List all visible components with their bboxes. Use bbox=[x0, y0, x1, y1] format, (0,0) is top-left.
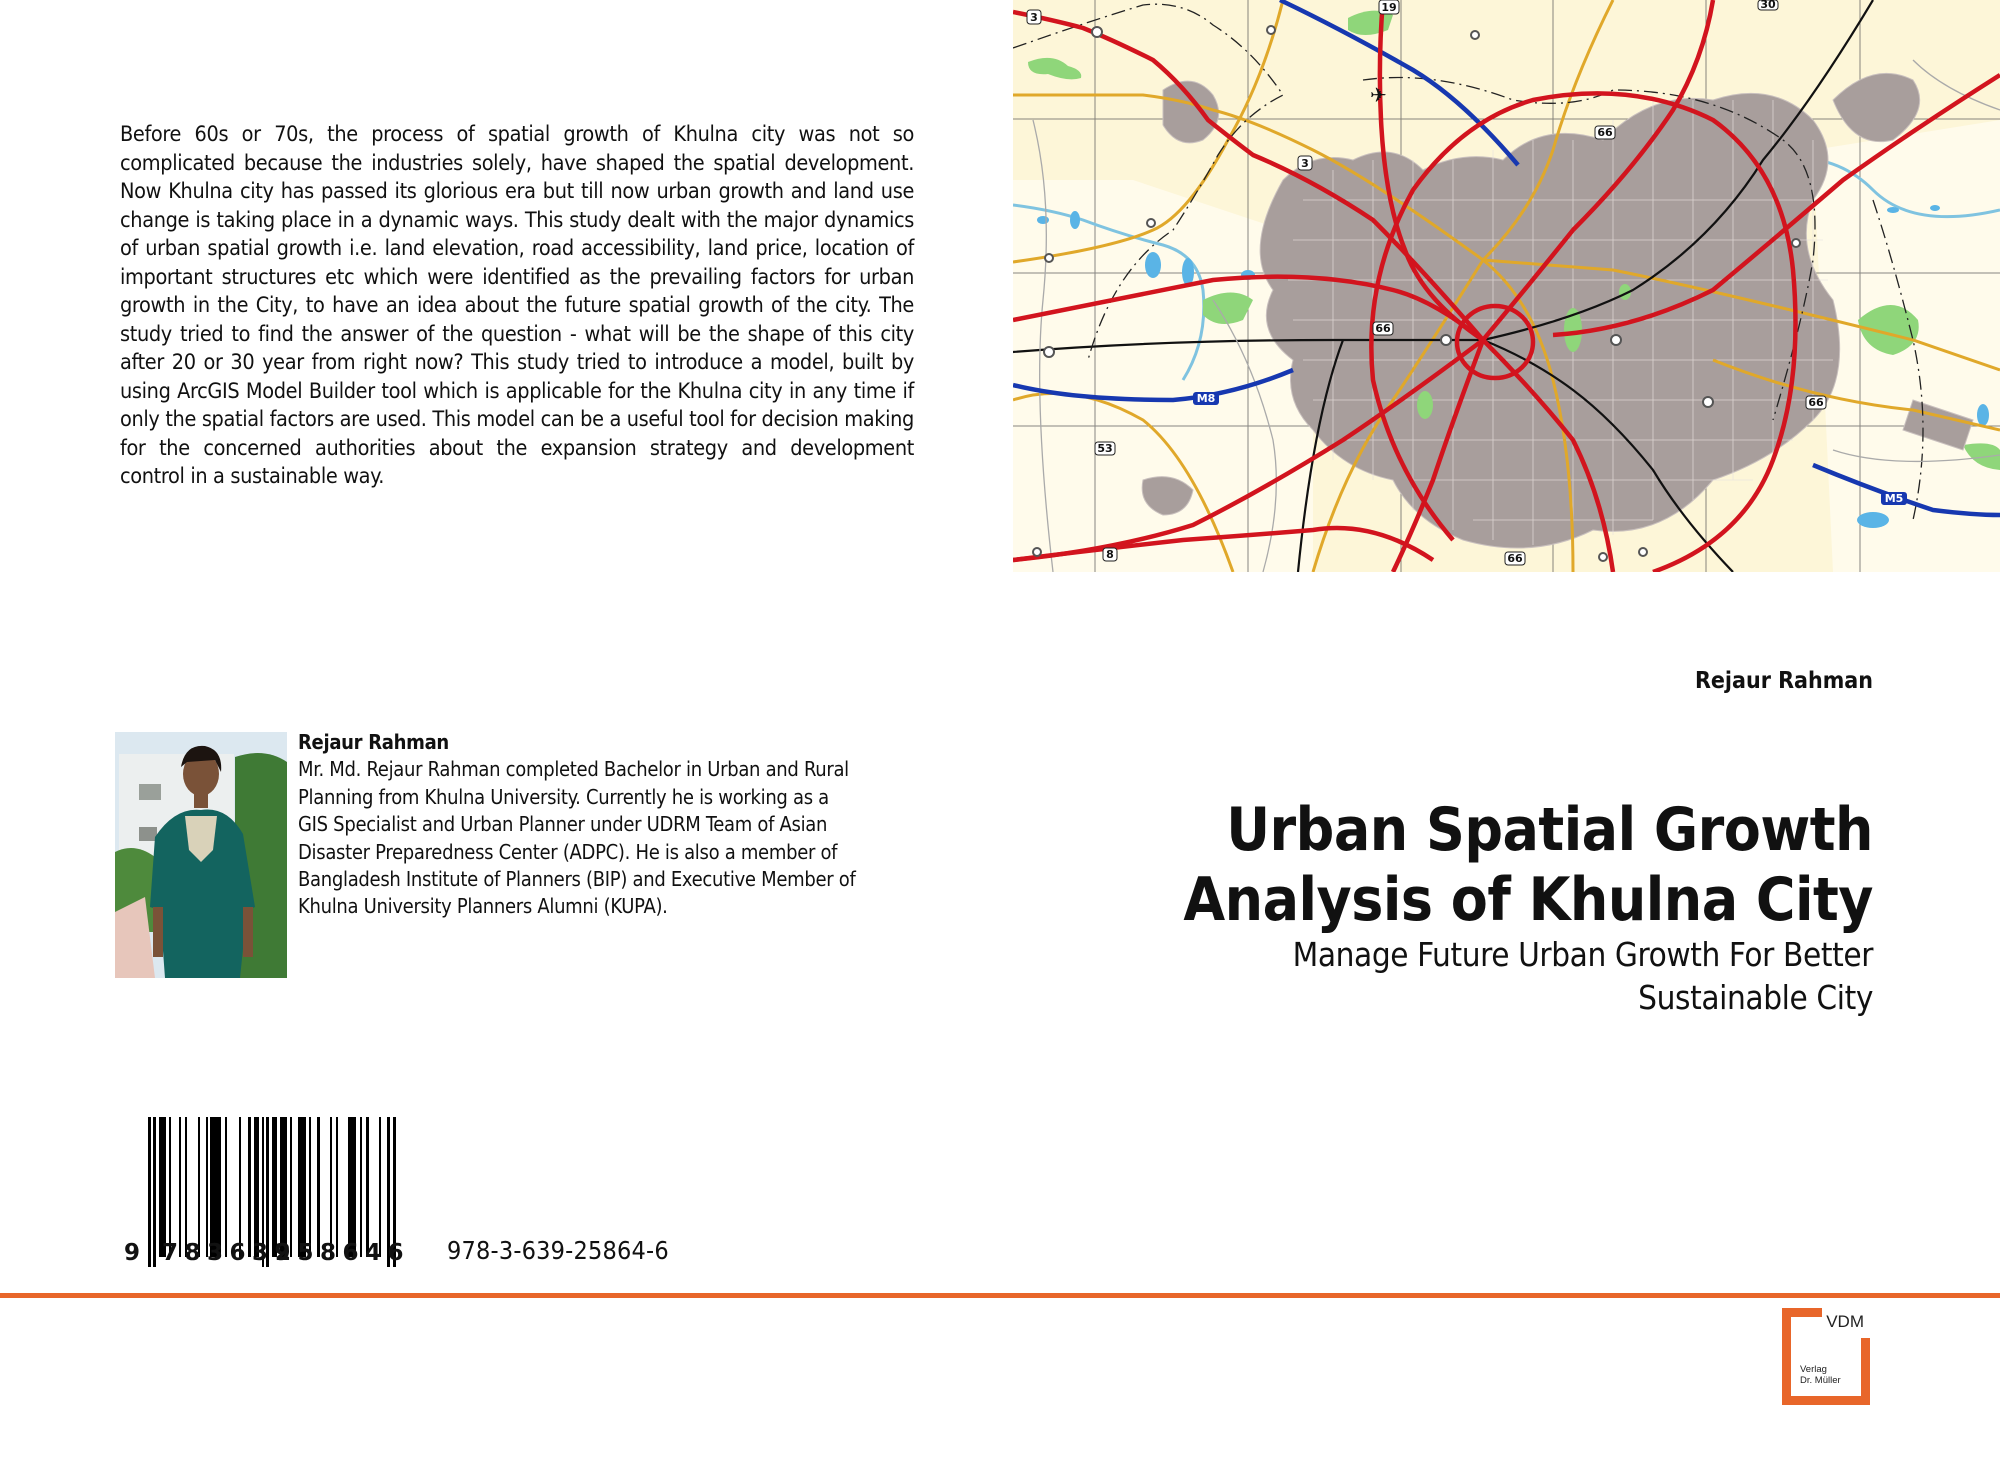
author-bio-name: Rejaur Rahman bbox=[298, 730, 449, 754]
route-shield-66b bbox=[1373, 322, 1393, 335]
author-photo bbox=[115, 732, 287, 978]
author-bio bbox=[298, 729, 858, 921]
city-road-map-image bbox=[1013, 0, 2000, 572]
svg-text:8: 8 bbox=[1106, 548, 1114, 561]
route-shield-8 bbox=[1103, 548, 1117, 561]
publisher-logo-text: VDM bbox=[1826, 1312, 1864, 1331]
book-title bbox=[1113, 795, 1873, 935]
barcode-digit-prefix: 9 bbox=[124, 1240, 141, 1266]
svg-text:30: 30 bbox=[1760, 0, 1776, 11]
publisher-name bbox=[1800, 1364, 1841, 1386]
book-title-line1: Urban Spatial Growth bbox=[1226, 795, 1873, 865]
book-subtitle-line2: Sustainable City bbox=[1638, 978, 1873, 1017]
book-subtitle bbox=[1113, 933, 1873, 1019]
route-shield-66d bbox=[1505, 552, 1525, 565]
svg-text:66: 66 bbox=[1808, 396, 1824, 409]
author-bio-text: Mr. Md. Rejaur Rahman completed Bachelor in Urban and Rural Planning from Khulna University. Currently he is working as a GIS Specialist and Urban Planner under UDRM Team of Asian Disaster Preparedness Center (ADPC). He is also a member of Bangladesh Institute of Planners (BIP) and Executive Member of Khulna University Planners Alumni (KUPA). bbox=[298, 757, 856, 919]
svg-text:66: 66 bbox=[1507, 552, 1523, 565]
route-shield-30 bbox=[1758, 0, 1778, 11]
airport-icon: ✈ bbox=[1370, 83, 1387, 107]
route-shield-m8 bbox=[1193, 392, 1219, 405]
publisher-logo bbox=[1782, 1308, 1870, 1405]
publisher-name-line1: Verlag bbox=[1800, 1364, 1827, 1375]
book-title-line2: Analysis of Khulna City bbox=[1183, 865, 1873, 935]
svg-text:53: 53 bbox=[1097, 442, 1113, 455]
route-shield-66c bbox=[1806, 396, 1826, 409]
svg-text:M8: M8 bbox=[1196, 392, 1216, 405]
barcode-digits-group1: 783639 bbox=[162, 1240, 298, 1266]
route-shield-3a bbox=[1027, 10, 1041, 24]
svg-text:19: 19 bbox=[1381, 1, 1397, 14]
publisher-name-line2: Dr. Müller bbox=[1800, 1375, 1841, 1386]
route-shield-19 bbox=[1379, 0, 1399, 14]
route-shield-3b bbox=[1298, 156, 1312, 170]
author-portrait-image bbox=[115, 732, 287, 978]
route-shield-m5 bbox=[1881, 492, 1907, 505]
cover-author-name: Rejaur Rahman bbox=[1694, 668, 1873, 694]
isbn-number: 978-3-639-25864-6 bbox=[447, 1236, 669, 1265]
route-shield-66a bbox=[1595, 126, 1615, 139]
book-subtitle-line1: Manage Future Urban Growth For Better bbox=[1292, 935, 1873, 974]
cover-map-illustration bbox=[1013, 0, 2000, 572]
barcode-digits-group2: 258646 bbox=[275, 1240, 411, 1266]
svg-text:3: 3 bbox=[1030, 11, 1038, 24]
orange-divider-rule bbox=[0, 1293, 2000, 1298]
route-shield-53 bbox=[1095, 442, 1115, 455]
back-cover-blurb: Before 60s or 70s, the process of spatial growth of Khulna city was not so complicated because the industries solely, have shaped the spatial development. Now Khulna city has passed its glorious era but till now urban growth and land use change is taking place in a dynamic ways. This study dealt with the major dynamics of urban spatial growth i.e. land elevation, road accessibility, land price, location of important structures etc which were identified as the prevailing factors for urban growth in the City, to have an idea about the future spatial growth of the city. The study tried to find the answer of the question - what will be the shape of this city after 20 or 30 year from right now? This study tried to introduce a model, built by using ArcGIS Model Builder tool which is applicable for the Khulna city in any time if only the spatial factors are used. This model can be a useful tool for decision making for the concerned authorities about the expansion strategy and development control in a sustainable way. bbox=[120, 122, 914, 489]
svg-text:3: 3 bbox=[1301, 157, 1309, 170]
svg-text:66: 66 bbox=[1375, 322, 1391, 335]
svg-text:M5: M5 bbox=[1884, 492, 1904, 505]
svg-text:66: 66 bbox=[1597, 126, 1613, 139]
